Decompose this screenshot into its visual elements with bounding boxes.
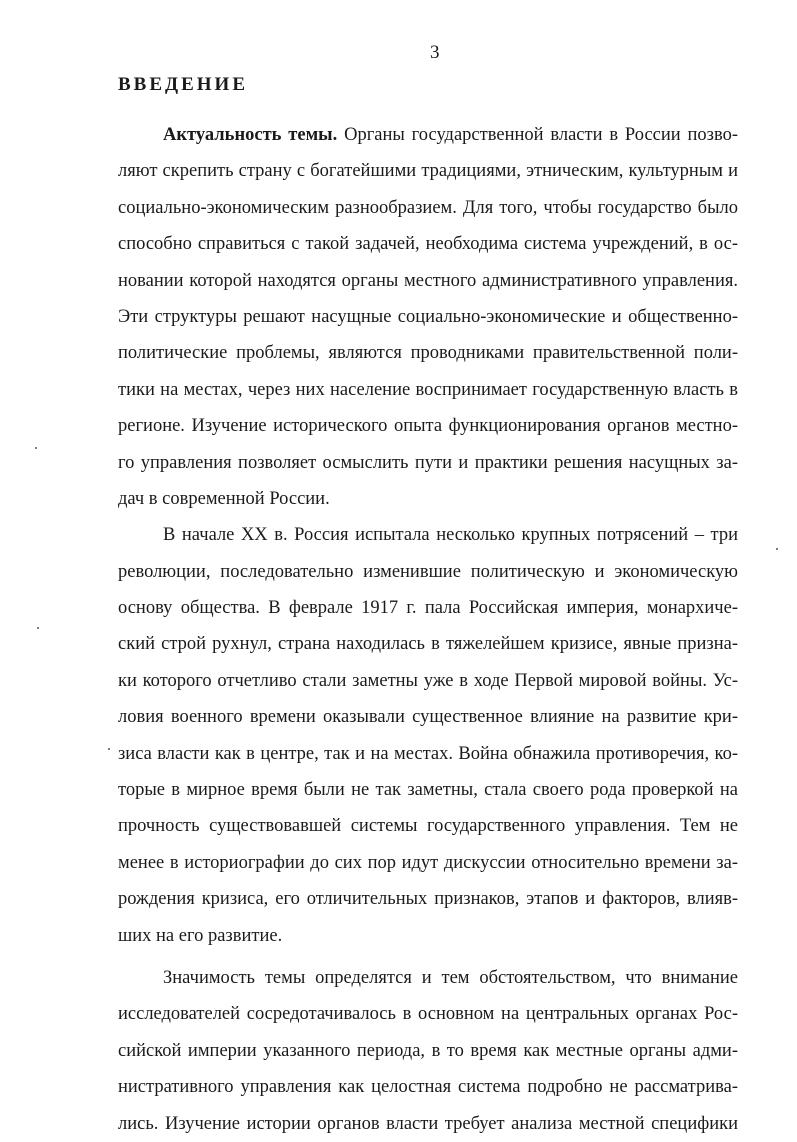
section-heading: ВВЕДЕНИЕ [118,74,248,95]
paragraph-2-line-1: В начале XX в. Россия испытала несколько крупных потрясений – три [163,525,738,546]
paragraph-1-line-8: тики на местах, через них население воспринимает государственную власть в [118,379,738,400]
paragraph-2-line-6: ловия военного времени оказывали существенное влияние на развитие кри- [118,707,738,728]
paragraph-3-line-4: нистративного управления как целостная система подробно не рассматрива- [118,1077,738,1098]
paragraph-2-line-12: ших на его развитие. [118,925,283,946]
paragraph-1-line-4: способно справиться с такой задачей, необходима система учреждений, в ос- [118,234,738,255]
paragraph-1-line-9: регионе. Изучение исторического опыта функционирования органов местно- [118,416,738,437]
paragraph-3-line-5: лись. Изучение истории органов власти требует анализа местной специфики [118,1113,738,1134]
body-text [118,117,738,1142]
paragraph-2-line-3: основу общества. В феврале 1917 г. пала Российская империя, монархиче- [118,598,738,619]
paragraph-1-line-3: социально-экономическим разнообразием. Для того, чтобы государство было [118,197,738,218]
paragraph-1-line-1: Актуальность темы. Органы государственной власти в России позво- [163,125,738,145]
paragraph-1-line-5: новании которой находятся органы местного административного управления. [118,270,738,291]
scan-speck [108,748,110,750]
paragraph-2-line-5: ки которого отчетливо стали заметны уже в ходе Первой мировой войны. Ус- [118,670,738,691]
paragraph-2-line-10: менее в историографии до сих пор идут дискуссии относительно времени за- [118,852,738,873]
paragraph-3-line-1: Значимость темы определятся и тем обстоятельством, что внимание [163,967,738,988]
page-number: 3 [430,42,440,63]
paragraph-3-line-2: исследователей сосредотачивалось в основном на центральных органах Рос- [118,1004,738,1025]
paragraph-lead: Актуальность темы. [163,125,338,145]
paragraph-2-line-8: торые в мирное время были не так заметны, стала своего рода проверкой на [118,780,738,801]
paragraph-3-line-3: сийской империи указанного периода, в то время как местные органы адми- [118,1040,738,1061]
paragraph-1-line-11: дач в современной России. [118,488,330,509]
paragraph-1-line-10: го управления позволяет осмыслить пути и практики решения насущных за- [118,452,738,473]
scan-speck [35,447,37,449]
scan-speck [776,548,778,550]
paragraph-2-line-4: ский строй рухнул, страна находилась в тяжелейшем кризисе, явные призна- [118,634,738,655]
scan-speck [37,627,39,629]
paragraph-2-line-9: прочность существовавшей системы государственного управления. Тем не [118,816,738,837]
paragraph-2-line-11: рождения кризиса, его отличительных признаков, этапов и факторов, влияв- [118,889,738,910]
paragraph-1-line-6: Эти структуры решают насущные социально-экономические и общественно- [118,306,738,327]
paragraph-2-line-2: революции, последовательно изменившие политическую и экономическую [118,561,738,582]
paragraph-1-line-7: политические проблемы, являются проводниками правительственной поли- [118,343,738,364]
paragraph-1-line-2: ляют скрепить страну с богатейшими традициями, этническим, культурным и [118,161,738,182]
paragraph-2-line-7: зиса власти как в центре, так и на местах. Война обнажила противоречия, ко- [118,743,738,764]
